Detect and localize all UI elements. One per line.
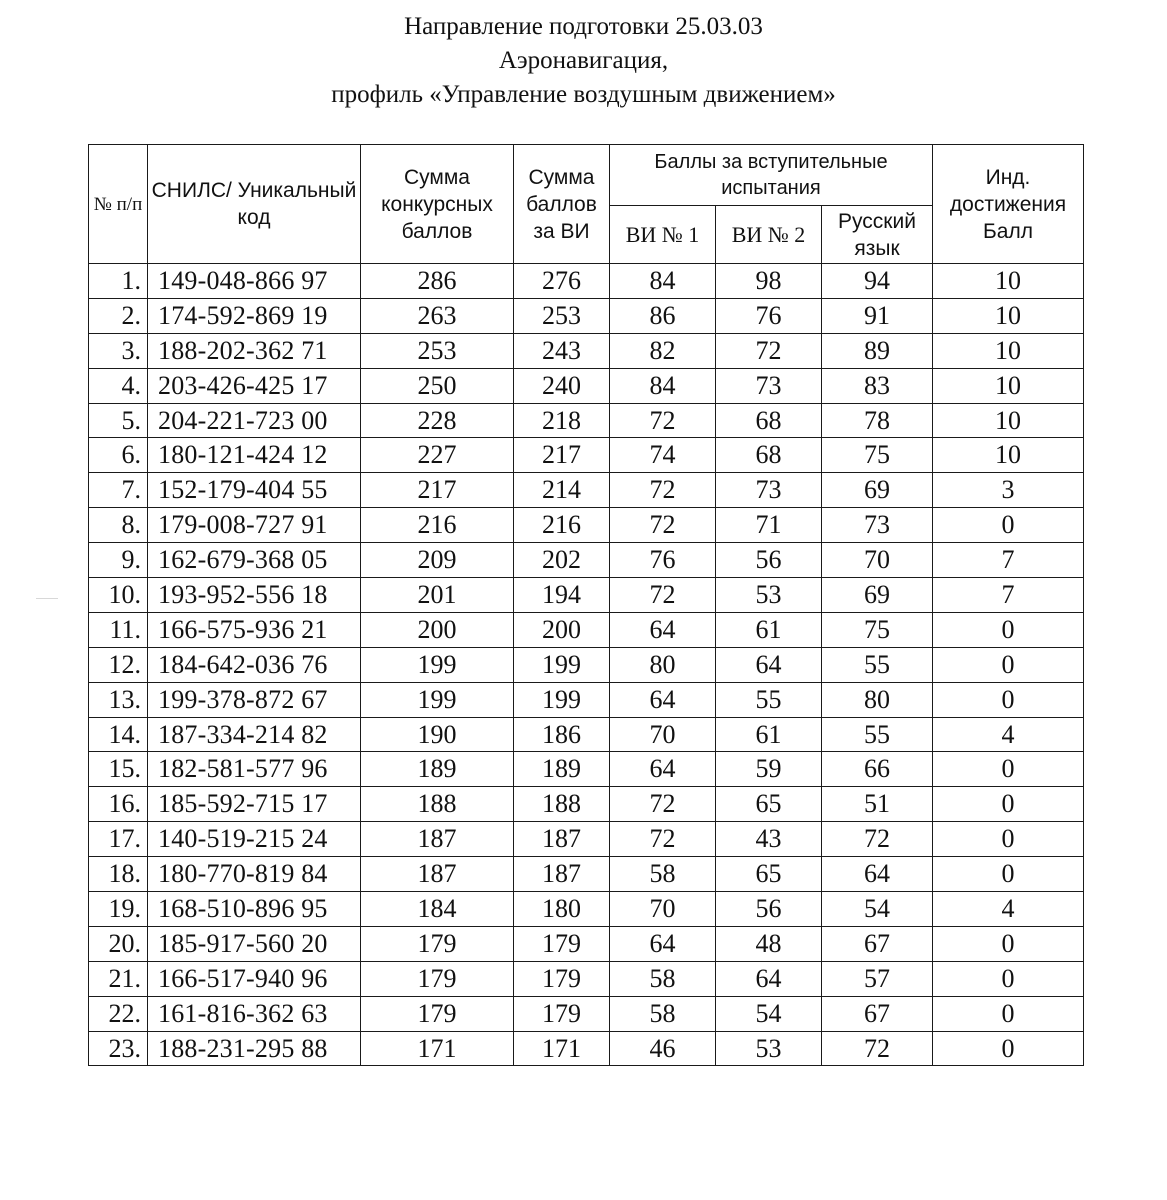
cell-snils: 140-519-215 24 [148, 822, 361, 857]
cell-achievements: 0 [933, 787, 1084, 822]
cell-snils: 185-917-560 20 [148, 926, 361, 961]
cell-russian: 51 [822, 787, 933, 822]
cell-snils: 187-334-214 82 [148, 717, 361, 752]
table-row [89, 647, 1084, 682]
cell-russian: 66 [822, 752, 933, 787]
cell-vi-sum: 179 [514, 961, 610, 996]
cell-vi1: 80 [610, 647, 716, 682]
cell-total-score: 189 [361, 752, 514, 787]
cell-total-score: 190 [361, 717, 514, 752]
cell-achievements: 0 [933, 822, 1084, 857]
cell-snils: 203-426-425 17 [148, 368, 361, 403]
cell-achievements: 0 [933, 647, 1084, 682]
cell-snils: 204-221-723 00 [148, 403, 361, 438]
cell-vi-sum: 189 [514, 752, 610, 787]
cell-total-score: 199 [361, 647, 514, 682]
cell-russian: 55 [822, 717, 933, 752]
cell-snils: 162-679-368 05 [148, 543, 361, 578]
cell-achievements: 0 [933, 752, 1084, 787]
cell-vi-sum: 218 [514, 403, 610, 438]
cell-total-score: 228 [361, 403, 514, 438]
cell-russian: 54 [822, 892, 933, 927]
cell-total-score: 188 [361, 787, 514, 822]
cell-vi1: 72 [610, 403, 716, 438]
table-row [89, 961, 1084, 996]
cell-vi2: 68 [716, 403, 822, 438]
cell-vi-sum: 194 [514, 578, 610, 613]
cell-total-score: 179 [361, 961, 514, 996]
header-snils: СНИЛС/ Уникальный код [148, 145, 361, 264]
cell-total-score: 184 [361, 892, 514, 927]
scan-mark [36, 598, 58, 599]
cell-vi1: 72 [610, 822, 716, 857]
cell-russian: 91 [822, 298, 933, 333]
cell-vi1: 72 [610, 473, 716, 508]
cell-total-score: 187 [361, 822, 514, 857]
header-vi2: ВИ № 2 [716, 206, 822, 264]
document-heading [0, 10, 1167, 112]
cell-vi2: 71 [716, 508, 822, 543]
cell-vi1: 86 [610, 298, 716, 333]
cell-achievements: 0 [933, 612, 1084, 647]
cell-snils: 184-642-036 76 [148, 647, 361, 682]
cell-vi2: 64 [716, 647, 822, 682]
cell-vi1: 58 [610, 961, 716, 996]
header-vi-sum: Сумма баллов за ВИ [514, 145, 610, 264]
cell-total-score: 200 [361, 612, 514, 647]
cell-vi-sum: 188 [514, 787, 610, 822]
cell-vi-sum: 171 [514, 1031, 610, 1066]
cell-number: 20. [89, 926, 148, 961]
header-achievements: Инд. достижения Балл [933, 145, 1084, 264]
cell-vi-sum: 179 [514, 996, 610, 1031]
cell-russian: 57 [822, 961, 933, 996]
cell-russian: 83 [822, 368, 933, 403]
cell-snils: 193-952-556 18 [148, 578, 361, 613]
table-row [89, 368, 1084, 403]
cell-achievements: 10 [933, 438, 1084, 473]
cell-russian: 67 [822, 996, 933, 1031]
table-row [89, 822, 1084, 857]
header-total-score: Сумма конкурсных баллов [361, 145, 514, 264]
table-row [89, 717, 1084, 752]
cell-achievements: 7 [933, 578, 1084, 613]
cell-number: 5. [89, 403, 148, 438]
heading-program: Аэронавигация, [498, 47, 669, 74]
cell-total-score: 179 [361, 996, 514, 1031]
cell-total-score: 250 [361, 368, 514, 403]
cell-snils: 182-581-577 96 [148, 752, 361, 787]
cell-vi1: 74 [610, 438, 716, 473]
cell-vi2: 54 [716, 996, 822, 1031]
cell-total-score: 253 [361, 333, 514, 368]
cell-number: 18. [89, 857, 148, 892]
cell-achievements: 10 [933, 333, 1084, 368]
cell-vi1: 58 [610, 996, 716, 1031]
cell-russian: 67 [822, 926, 933, 961]
cell-snils: 188-202-362 71 [148, 333, 361, 368]
cell-vi-sum: 199 [514, 682, 610, 717]
table-row [89, 752, 1084, 787]
cell-achievements: 0 [933, 926, 1084, 961]
cell-snils: 168-510-896 95 [148, 892, 361, 927]
cell-number: 7. [89, 473, 148, 508]
cell-russian: 69 [822, 473, 933, 508]
table-body [89, 264, 1084, 1066]
table-row [89, 996, 1084, 1031]
cell-number: 17. [89, 822, 148, 857]
table-row [89, 543, 1084, 578]
cell-achievements: 4 [933, 892, 1084, 927]
cell-number: 21. [89, 961, 148, 996]
cell-russian: 55 [822, 647, 933, 682]
results-table [88, 144, 1084, 1066]
cell-number: 22. [89, 996, 148, 1031]
cell-snils: 179-008-727 91 [148, 508, 361, 543]
cell-vi-sum: 214 [514, 473, 610, 508]
cell-number: 16. [89, 787, 148, 822]
cell-snils: 199-378-872 67 [148, 682, 361, 717]
cell-russian: 73 [822, 508, 933, 543]
cell-vi1: 72 [610, 578, 716, 613]
cell-number: 4. [89, 368, 148, 403]
cell-number: 1. [89, 264, 148, 299]
cell-vi2: 59 [716, 752, 822, 787]
cell-vi1: 64 [610, 752, 716, 787]
cell-vi2: 73 [716, 473, 822, 508]
cell-russian: 64 [822, 857, 933, 892]
cell-russian: 69 [822, 578, 933, 613]
cell-number: 12. [89, 647, 148, 682]
table-row [89, 508, 1084, 543]
cell-total-score: 199 [361, 682, 514, 717]
cell-achievements: 0 [933, 961, 1084, 996]
cell-snils: 149-048-866 97 [148, 264, 361, 299]
cell-vi-sum: 187 [514, 822, 610, 857]
cell-vi-sum: 200 [514, 612, 610, 647]
cell-achievements: 3 [933, 473, 1084, 508]
cell-vi-sum: 243 [514, 333, 610, 368]
cell-vi1: 76 [610, 543, 716, 578]
cell-total-score: 209 [361, 543, 514, 578]
cell-total-score: 286 [361, 264, 514, 299]
cell-number: 10. [89, 578, 148, 613]
cell-vi1: 72 [610, 508, 716, 543]
cell-vi2: 53 [716, 1031, 822, 1066]
cell-snils: 174-592-869 19 [148, 298, 361, 333]
cell-vi2: 48 [716, 926, 822, 961]
cell-vi2: 64 [716, 961, 822, 996]
cell-vi1: 82 [610, 333, 716, 368]
table-row [89, 857, 1084, 892]
cell-achievements: 10 [933, 403, 1084, 438]
cell-achievements: 0 [933, 508, 1084, 543]
cell-achievements: 10 [933, 264, 1084, 299]
table-row [89, 298, 1084, 333]
cell-number: 3. [89, 333, 148, 368]
cell-vi1: 72 [610, 787, 716, 822]
cell-russian: 75 [822, 438, 933, 473]
table-row [89, 264, 1084, 299]
cell-vi-sum: 276 [514, 264, 610, 299]
cell-russian: 78 [822, 403, 933, 438]
cell-vi-sum: 240 [514, 368, 610, 403]
cell-achievements: 7 [933, 543, 1084, 578]
cell-snils: 180-121-424 12 [148, 438, 361, 473]
cell-total-score: 201 [361, 578, 514, 613]
cell-total-score: 263 [361, 298, 514, 333]
cell-number: 13. [89, 682, 148, 717]
cell-number: 15. [89, 752, 148, 787]
cell-vi-sum: 186 [514, 717, 610, 752]
cell-number: 9. [89, 543, 148, 578]
table-header [89, 145, 1084, 264]
cell-vi-sum: 217 [514, 438, 610, 473]
cell-number: 6. [89, 438, 148, 473]
cell-vi-sum: 180 [514, 892, 610, 927]
table-row [89, 438, 1084, 473]
cell-vi1: 84 [610, 264, 716, 299]
cell-number: 19. [89, 892, 148, 927]
header-russian: Русский язык [822, 206, 933, 264]
cell-vi2: 98 [716, 264, 822, 299]
table-row [89, 612, 1084, 647]
cell-russian: 80 [822, 682, 933, 717]
table-row [89, 473, 1084, 508]
cell-vi2: 73 [716, 368, 822, 403]
cell-vi-sum: 216 [514, 508, 610, 543]
cell-vi2: 61 [716, 612, 822, 647]
table-row [89, 787, 1084, 822]
cell-number: 2. [89, 298, 148, 333]
cell-vi1: 64 [610, 682, 716, 717]
cell-vi2: 56 [716, 543, 822, 578]
table-row [89, 333, 1084, 368]
cell-total-score: 179 [361, 926, 514, 961]
cell-total-score: 216 [361, 508, 514, 543]
cell-snils: 188-231-295 88 [148, 1031, 361, 1066]
cell-vi2: 56 [716, 892, 822, 927]
cell-total-score: 171 [361, 1031, 514, 1066]
cell-vi1: 84 [610, 368, 716, 403]
cell-snils: 166-575-936 21 [148, 612, 361, 647]
cell-vi1: 70 [610, 717, 716, 752]
cell-snils: 152-179-404 55 [148, 473, 361, 508]
cell-vi2: 76 [716, 298, 822, 333]
cell-number: 11. [89, 612, 148, 647]
cell-vi-sum: 253 [514, 298, 610, 333]
cell-vi2: 68 [716, 438, 822, 473]
cell-vi1: 46 [610, 1031, 716, 1066]
header-entrance-exams: Баллы за вступительные испытания [610, 145, 933, 206]
cell-vi2: 55 [716, 682, 822, 717]
heading-profile: профиль «Управление воздушным движением» [331, 81, 836, 108]
cell-total-score: 227 [361, 438, 514, 473]
cell-number: 8. [89, 508, 148, 543]
cell-achievements: 0 [933, 996, 1084, 1031]
cell-snils: 161-816-362 63 [148, 996, 361, 1031]
table-row [89, 682, 1084, 717]
cell-vi-sum: 199 [514, 647, 610, 682]
cell-vi1: 64 [610, 926, 716, 961]
cell-snils: 180-770-819 84 [148, 857, 361, 892]
cell-snils: 185-592-715 17 [148, 787, 361, 822]
cell-achievements: 0 [933, 1031, 1084, 1066]
heading-direction: Направление подготовки 25.03.03 [404, 13, 763, 40]
cell-russian: 89 [822, 333, 933, 368]
cell-total-score: 217 [361, 473, 514, 508]
cell-achievements: 0 [933, 682, 1084, 717]
cell-vi2: 61 [716, 717, 822, 752]
cell-vi2: 65 [716, 787, 822, 822]
cell-number: 23. [89, 1031, 148, 1066]
cell-vi1: 70 [610, 892, 716, 927]
table-row [89, 403, 1084, 438]
cell-total-score: 187 [361, 857, 514, 892]
cell-russian: 70 [822, 543, 933, 578]
cell-russian: 94 [822, 264, 933, 299]
table-row [89, 1031, 1084, 1066]
cell-achievements: 0 [933, 857, 1084, 892]
cell-vi2: 43 [716, 822, 822, 857]
cell-achievements: 4 [933, 717, 1084, 752]
cell-snils: 166-517-940 96 [148, 961, 361, 996]
cell-number: 14. [89, 717, 148, 752]
table-row [89, 926, 1084, 961]
cell-achievements: 10 [933, 368, 1084, 403]
cell-russian: 72 [822, 822, 933, 857]
cell-vi2: 65 [716, 857, 822, 892]
cell-russian: 72 [822, 1031, 933, 1066]
header-vi1: ВИ № 1 [610, 206, 716, 264]
table-row [89, 892, 1084, 927]
table-row [89, 578, 1084, 613]
cell-vi1: 58 [610, 857, 716, 892]
cell-vi1: 64 [610, 612, 716, 647]
cell-vi2: 72 [716, 333, 822, 368]
header-number: № п/п [89, 145, 148, 264]
cell-vi-sum: 187 [514, 857, 610, 892]
cell-vi-sum: 202 [514, 543, 610, 578]
cell-vi2: 53 [716, 578, 822, 613]
cell-vi-sum: 179 [514, 926, 610, 961]
cell-russian: 75 [822, 612, 933, 647]
cell-achievements: 10 [933, 298, 1084, 333]
